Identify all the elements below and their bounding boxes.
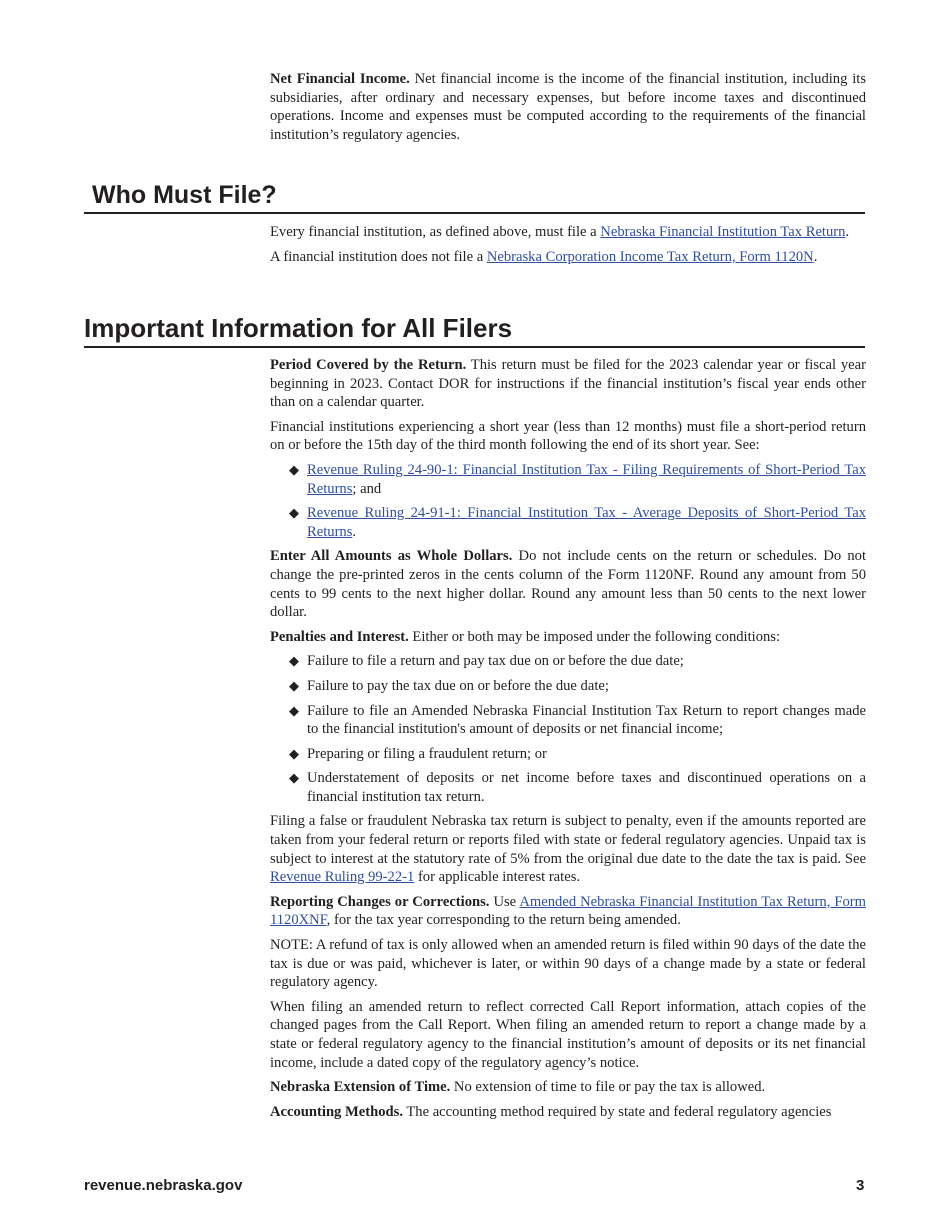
footer-page-number: 3 [856,1177,865,1194]
term-reporting-changes: Reporting Changes or Corrections. [270,893,490,910]
list-item [270,677,866,696]
diamond-bullet-icon: ◆ [289,505,299,521]
net-financial-income-text: Net financial income is the income of the financial institution, including its subsidiaries, after ordinary and necessary expenses, but before income taxes and discontinued operations. Income and expenses must be computed according to the requirements of the financial institution’s regulatory agencies. [270,71,866,143]
text: for applicable interest rates. [414,869,581,886]
heading-who-must-file: Who Must File? [92,181,277,209]
heading-important-information: Important Information for All Filers [84,313,513,343]
list-item [270,745,866,764]
condition-text: Failure to file a return and pay tax due on or before the due date; [307,653,684,670]
text: The accounting method required by state and federal regulatory agencies [402,1103,832,1120]
revenue-ruling-list [270,461,866,541]
text: Every financial institution, as defined above, must file a [270,224,601,240]
list-item [270,461,866,498]
diamond-bullet-icon: ◆ [289,461,299,477]
text: . [845,224,850,240]
who-must-file-section [270,223,866,272]
text: Either or both may be imposed under the following conditions: [408,628,781,645]
link-nebraska-financial-institution-tax-return[interactable]: Nebraska Financial Institution Tax Return [600,224,846,240]
diamond-bullet-icon: ◆ [289,653,299,669]
accounting-methods-paragraph [270,1103,866,1122]
link-form-1120xnf[interactable]: Amended Nebraska Financial Institution Tax Return, Form 1120XNF [270,893,867,929]
footer-website: revenue.nebraska.gov [84,1177,243,1194]
who-must-file-paragraph-1 [270,223,866,242]
intro-section [270,70,866,150]
text: Use [489,893,520,910]
text: , for the tax year corresponding to the return being amended. [326,912,681,929]
heading-rule [84,212,865,214]
text: A financial institution does not file a [270,248,487,265]
reporting-changes-paragraph [270,893,866,930]
link-form-1120n[interactable]: Nebraska Corporation Income Tax Return, Form 1120N [486,248,814,265]
link-revenue-ruling-24-91-1[interactable]: Revenue Ruling 24-91-1: Financial Institution Tax - Average Deposits of Short-Period Tax Returns [307,505,866,540]
text: Do not include cents on the return or schedules. Do not change the pre-printed zeros in the cents column of the Form 1120NF. Round any amount from 50 cents to 99 cents to the next higher dollar. Round any amount less than 50 cents to the next lower dollar. [270,548,866,621]
who-must-file-paragraph-2 [270,248,866,267]
link-revenue-ruling-24-90-1[interactable]: Revenue Ruling 24-90-1: Financial Institution Tax - Filing Requirements of Short-Period Tax Returns [307,461,866,497]
text: . [352,523,357,540]
call-report-paragraph: When filing an amended return to reflect corrected Call Report information, attach copies of the changed pages from the Call Report. When filing an amended return to report a change made by a state or federal regulatory agency to the financial institution’s amount of deposits or its net financial income, include a dated copy of the regulatory agency’s notice. [270,998,866,1071]
important-information-section [270,356,866,1127]
text: ; and [352,480,382,497]
period-covered-paragraph [270,356,866,412]
term-period-covered: Period Covered by the Return. [270,357,467,373]
condition-text: Failure to file an Amended Nebraska Financial Institution Tax Return to report changes made to the financial institution's amount of deposits or net financial income; [307,702,866,738]
penalties-paragraph [270,628,866,647]
short-year-paragraph: Financial institutions experiencing a short year (less than 12 months) must file a short-period return on or before the 15th day of the third month following the end of its short year. See: [270,418,866,454]
diamond-bullet-icon: ◆ [289,702,299,718]
diamond-bullet-icon: ◆ [289,745,299,761]
diamond-bullet-icon: ◆ [289,770,299,786]
condition-text: Understatement of deposits or net income before taxes and discontinued operations on a financial institution tax return. [307,770,866,805]
net-financial-income-paragraph [270,70,866,144]
text: This return must be filed for the 2023 calendar year or fiscal year beginning in 2023. Contact DOR for instructions if the financial institution’s fiscal year ends other than on a calendar quarter. [270,357,866,411]
list-item [270,504,866,541]
whole-dollars-paragraph [270,547,866,621]
text: No extension of time to file or pay the tax is allowed. [450,1079,766,1096]
list-item [270,702,866,739]
term-extension-of-time: Nebraska Extension of Time. [270,1079,451,1096]
condition-text: Preparing or filing a fraudulent return; or [307,745,547,762]
link-revenue-ruling-99-22-1[interactable]: Revenue Ruling 99-22-1 [270,869,415,886]
text: Filing a false or fraudulent Nebraska tax return is subject to penalty, even if the amounts reported are taken from your federal return or reports filed with state or federal regulatory agencies. Unpaid tax is subject to interest at the statutory rate of 5% from the original due date to the date the tax is paid. See [270,813,866,867]
term-accounting-methods: Accounting Methods. [270,1103,403,1120]
text: . [813,248,818,265]
penalty-conditions-list [270,652,866,806]
extension-paragraph [270,1078,866,1097]
term-penalties-and-interest: Penalties and Interest. [270,628,409,645]
diamond-bullet-icon: ◆ [289,677,299,693]
list-item [270,769,866,806]
false-return-paragraph [270,812,866,886]
heading-rule [84,346,865,348]
refund-note-paragraph: NOTE: A refund of tax is only allowed when an amended return is filed within 90 days of the date the tax is due or was paid, whichever is later, or within 90 days of a change made by a state or federal regulatory agency. [270,937,866,991]
term-whole-dollars: Enter All Amounts as Whole Dollars. [270,548,513,565]
term-net-financial-income: Net Financial Income. [270,71,410,87]
list-item [270,652,866,671]
condition-text: Failure to pay the tax due on or before the due date; [307,677,609,694]
